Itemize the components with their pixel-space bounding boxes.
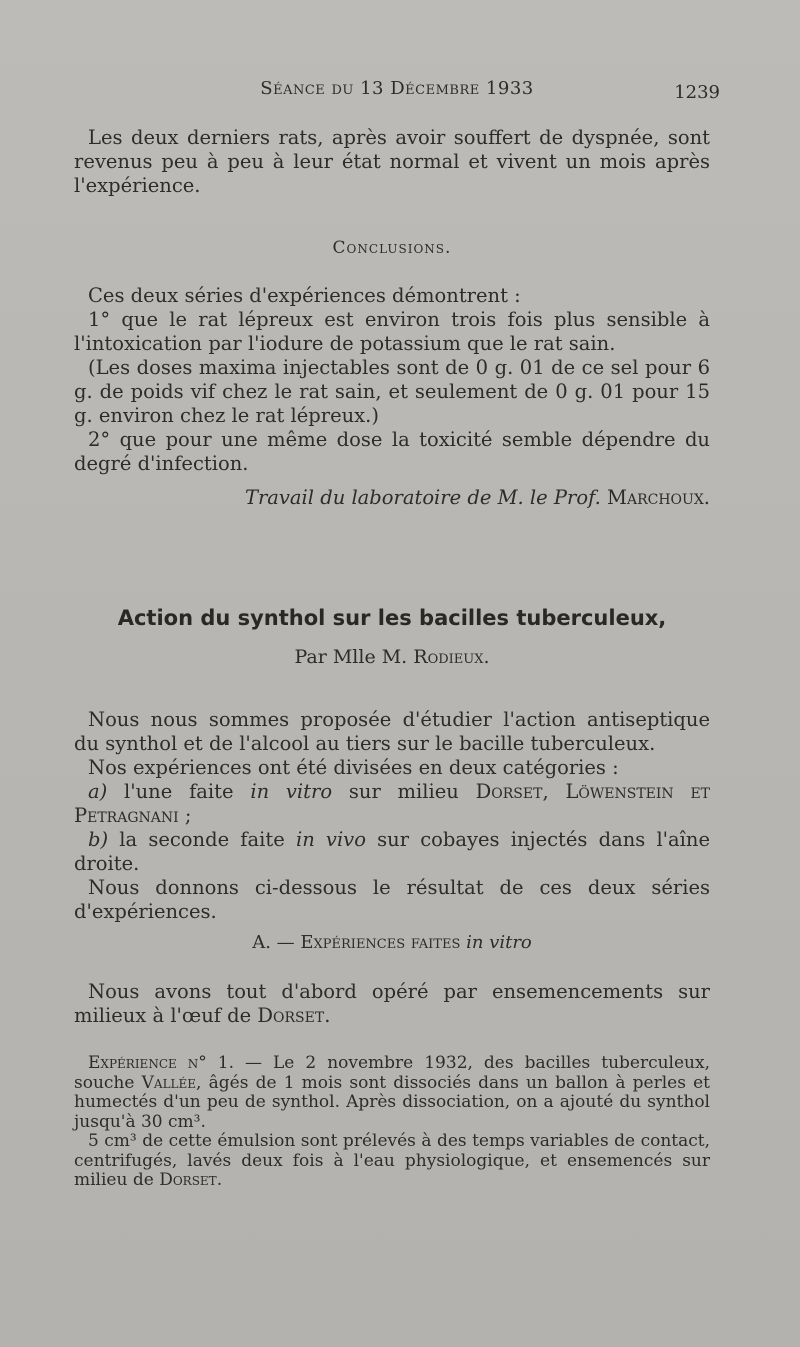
running-title: Séance du 13 Décembre 1933 — [260, 78, 534, 99]
category-b: b) la seconde faite in vivo sur cobayes injectés dans l'aîne droite. — [74, 828, 711, 875]
conclusions-point-2: 2° que pour une même dose la toxicité semble dépendre du degré d'infection. — [74, 428, 710, 475]
experiment-label: Expérience n° 1. — [88, 1053, 234, 1073]
conclusions-body — [74, 284, 710, 476]
running-head — [74, 78, 720, 104]
page-number: 1239 — [674, 82, 720, 103]
section-a-paragraph: Nous avons tout d'abord opéré par ensemencements sur milieux à l'œuf de Dorset. — [74, 980, 710, 1027]
article-p1: Nous nous sommes proposée d'étudier l'action antiseptique du synthol et de l'alcool au tiers sur le bacille tuberculeux. — [74, 708, 710, 755]
article-title: Action du synthol sur les bacilles tuberculeux, — [117, 606, 667, 630]
byline-prefix: Par Mlle M. — [294, 646, 408, 668]
signature-lab: Travail du laboratoire de M. le Prof. — [244, 486, 601, 509]
article-p2: Nos expériences ont été divisées en deux catégories : — [88, 756, 619, 779]
byline — [74, 646, 710, 668]
signature — [74, 486, 710, 509]
conclusions-point-1-note: (Les doses maxima injectables sont de 0 g. 01 de ce sel pour 6 g. de poids vif chez le rat sain, et seulement de 0 g. 01 pour 15 g. environ chez le rat lépreux.) — [74, 356, 710, 427]
byline-author: Rodieux. — [413, 646, 490, 668]
experiment-1-p1: Expérience n° 1. — Le 2 novembre 1932, des bacilles tuberculeux, souche Vallée, âgés de 1 mois sont dissociés dans un ballon à perles et humectés d'un peu de synthol. Après dissociation, on a ajouté du synthol jusqu'à 30 cm³. — [74, 1053, 710, 1132]
experiment-1-p2: 5 cm³ de cette émulsion sont prélevés à des temps variables de contact, centrifugés, lavés deux fois à l'eau physiologique, et ensemencés sur milieu de Dorset. — [74, 1131, 710, 1190]
section-a-heading: A. — Expériences faites in vitro — [252, 932, 532, 953]
intro-paragraph: Les deux derniers rats, après avoir souffert de dyspnée, sont revenus peu à peu à leur état normal et vivent un mois après l'expérience. — [74, 126, 710, 197]
article-intro — [74, 708, 710, 924]
signature-name: Marchoux. — [607, 486, 710, 509]
conclusions-lead: Ces deux séries d'expériences démontrent : — [88, 284, 521, 307]
category-a: a) l'une faite in vitro sur milieu Dorset, Löwenstein et Petragnani ; — [74, 780, 711, 827]
article-p3: Nous donnons ci-dessous le résultat de ces deux séries d'expériences. — [74, 876, 710, 923]
conclusions-heading: Conclusions. — [332, 238, 452, 258]
conclusions-point-1: 1° que le rat lépreux est environ trois fois plus sensible à l'intoxication par l'iodure de potassium que le rat sain. — [74, 308, 710, 355]
experiment-1 — [74, 1054, 710, 1191]
